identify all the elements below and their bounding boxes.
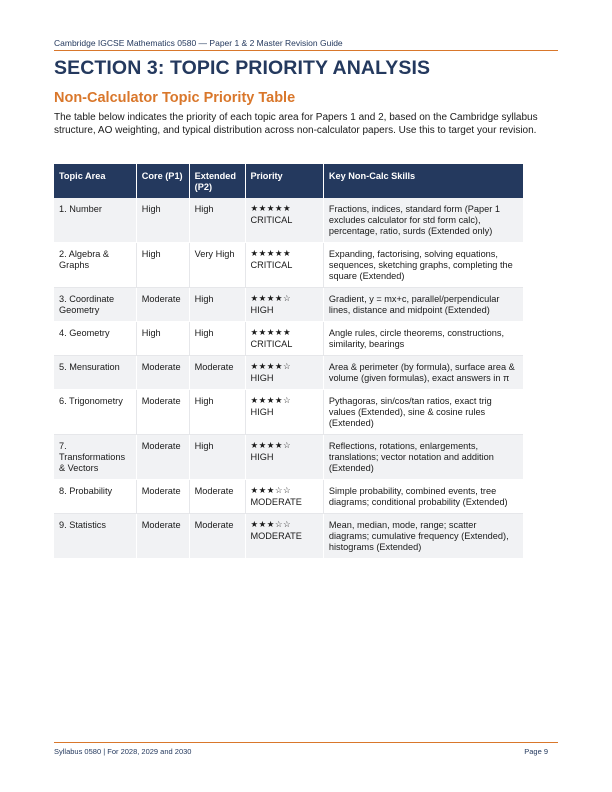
section-title: SECTION 3: TOPIC PRIORITY ANALYSIS: [54, 57, 431, 79]
cell-core: High: [136, 322, 189, 356]
table-row: [54, 390, 523, 435]
table-row: [54, 288, 523, 322]
cell-core: Moderate: [136, 480, 189, 514]
priority-stars-icon: ★★★☆☆: [250, 520, 292, 530]
cell-key-skills: Pythagoras, sin/cos/tan ratios, exact trig values (Extended), sine & cosine rules (Extended): [323, 390, 523, 435]
priority-label: MODERATE: [250, 531, 302, 541]
table-row: [54, 514, 523, 559]
table-header-row: [54, 164, 523, 198]
topic-priority-table: [54, 164, 523, 559]
cell-priority: [245, 243, 323, 288]
cell-priority: [245, 514, 323, 559]
header-priority: Priority: [245, 164, 323, 198]
priority-label: CRITICAL: [250, 260, 293, 270]
priority-stars-icon: ★★★★★: [250, 249, 292, 259]
priority-stars-icon: ★★★★☆: [250, 362, 292, 372]
cell-key-skills: Area & perimeter (by formula), surface area & volume (given formulas), exact answers in π: [323, 356, 523, 390]
table-row: [54, 243, 523, 288]
cell-extended: High: [189, 288, 245, 322]
cell-extended: High: [189, 198, 245, 243]
cell-priority: [245, 356, 323, 390]
header-topic-area: Topic Area: [54, 164, 136, 198]
cell-core: Moderate: [136, 435, 189, 480]
cell-topic: 4. Geometry: [54, 322, 136, 356]
cell-topic: 2. Algebra & Graphs: [54, 243, 136, 288]
priority-label: HIGH: [250, 407, 274, 417]
cell-extended: Moderate: [189, 514, 245, 559]
cell-core: High: [136, 198, 189, 243]
cell-extended: High: [189, 435, 245, 480]
cell-key-skills: Angle rules, circle theorems, constructions, similarity, bearings: [323, 322, 523, 356]
priority-stars-icon: ★★★★★: [250, 204, 292, 214]
cell-extended: High: [189, 390, 245, 435]
table-row: [54, 435, 523, 480]
footer-rule: [54, 742, 558, 743]
priority-stars-icon: ★★★★☆: [250, 396, 292, 406]
page-number: Page 9: [524, 747, 548, 756]
priority-stars-icon: ★★★★☆: [250, 441, 292, 451]
footer-syllabus: Syllabus 0580 | For 2028, 2029 and 2030: [54, 747, 192, 756]
table-row: [54, 356, 523, 390]
cell-topic: 9. Statistics: [54, 514, 136, 559]
cell-core: High: [136, 243, 189, 288]
sub-title: Non-Calculator Topic Priority Table: [54, 90, 296, 106]
cell-key-skills: Mean, median, mode, range; scatter diagrams; cumulative frequency (Extended), histograms (Extended): [323, 514, 523, 559]
intro-paragraph: The table below indicates the priority of each topic area for Papers 1 and 2, based on the Cambridge syllabus structure, AO weighting, and typical distribution across non-calculator papers. Use this to target your revision.: [54, 112, 538, 136]
cell-priority: [245, 480, 323, 514]
priority-label: HIGH: [250, 452, 274, 462]
cell-key-skills: Reflections, rotations, enlargements, translations; vector notation and addition (Extended): [323, 435, 523, 480]
running-header: Cambridge IGCSE Mathematics 0580 — Paper 1 & 2 Master Revision Guide: [54, 38, 343, 48]
cell-core: Moderate: [136, 356, 189, 390]
cell-key-skills: Expanding, factorising, solving equations, sequences, sketching graphs, completing the square (Extended): [323, 243, 523, 288]
cell-extended: High: [189, 322, 245, 356]
table-body: [54, 198, 523, 559]
table-row: [54, 322, 523, 356]
cell-priority: [245, 322, 323, 356]
cell-priority: [245, 435, 323, 480]
priority-label: HIGH: [250, 305, 274, 315]
cell-topic: 8. Probability: [54, 480, 136, 514]
cell-extended: Very High: [189, 243, 245, 288]
cell-key-skills: Simple probability, combined events, tree diagrams; conditional probability (Extended): [323, 480, 523, 514]
cell-priority: [245, 288, 323, 322]
cell-topic: 6. Trigonometry: [54, 390, 136, 435]
cell-priority: [245, 198, 323, 243]
priority-label: CRITICAL: [250, 339, 293, 349]
priority-label: CRITICAL: [250, 215, 293, 225]
cell-topic: 1. Number: [54, 198, 136, 243]
cell-topic: 5. Mensuration: [54, 356, 136, 390]
priority-stars-icon: ★★★☆☆: [250, 486, 292, 496]
cell-core: Moderate: [136, 288, 189, 322]
header-core: Core (P1): [136, 164, 189, 198]
cell-topic: 7. Transformations & Vectors: [54, 435, 136, 480]
header-key-skills: Key Non-Calc Skills: [323, 164, 523, 198]
priority-stars-icon: ★★★★☆: [250, 294, 292, 304]
cell-key-skills: Gradient, y = mx+c, parallel/perpendicular lines, distance and midpoint (Extended): [323, 288, 523, 322]
cell-topic: 3. Coordinate Geometry: [54, 288, 136, 322]
cell-extended: Moderate: [189, 356, 245, 390]
cell-core: Moderate: [136, 514, 189, 559]
priority-label: MODERATE: [250, 497, 302, 507]
cell-priority: [245, 390, 323, 435]
cell-key-skills: Fractions, indices, standard form (Paper 1 excludes calculator for std form calc), percentage, ratio, surds (Extended only): [323, 198, 523, 243]
cell-core: Moderate: [136, 390, 189, 435]
header-rule: [54, 50, 558, 51]
header-extended: Extended (P2): [189, 164, 245, 198]
priority-label: HIGH: [250, 373, 274, 383]
table-row: [54, 480, 523, 514]
priority-stars-icon: ★★★★★: [250, 328, 292, 338]
table-row: [54, 198, 523, 243]
cell-extended: Moderate: [189, 480, 245, 514]
